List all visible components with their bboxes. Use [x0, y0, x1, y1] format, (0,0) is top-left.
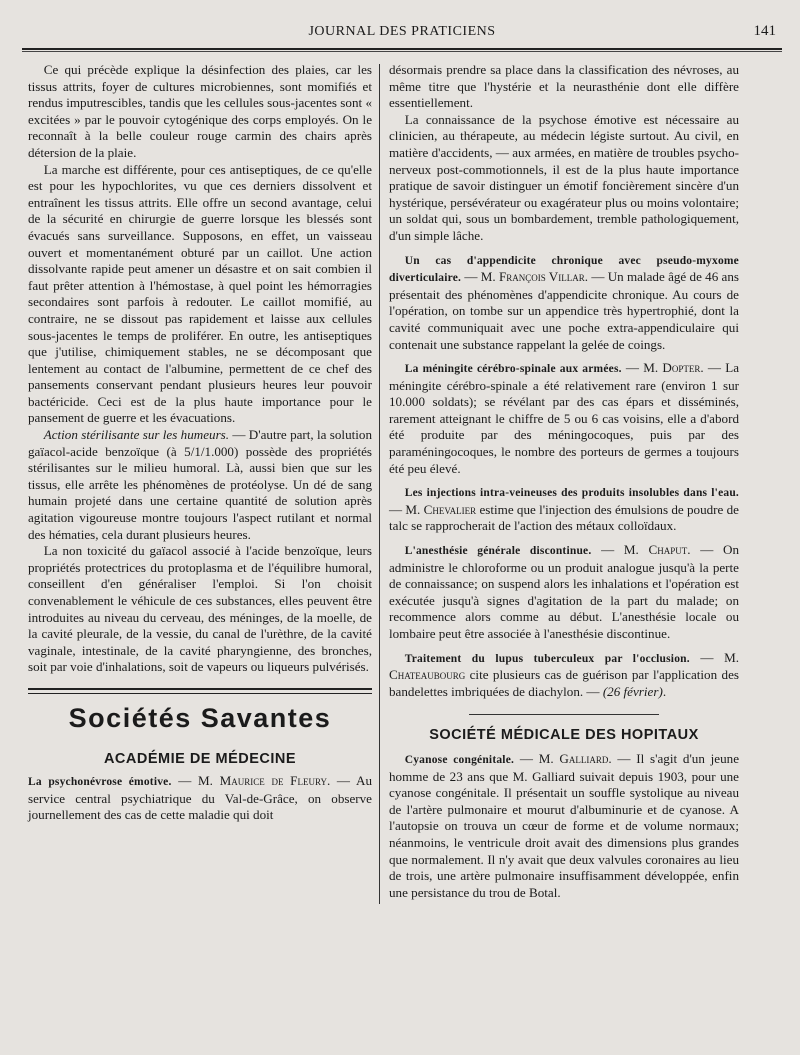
entry-text: — On administre le chloroforme ou un produit analogue jusqu'à la perte de connaissance; on suspend alors les inhalations et l'opération est exécutée jusqu'à signes d'agitation de la part du malade; on recommence alors comme au début. L'anesthésie locale ou lombaire peut être associée à l'anesthésie discontinue.: [389, 542, 740, 641]
paragraph-desinfection: Ce qui précède explique la désinfection des plaies, car les tissus attrits, foyer de cultures microbiennes, sont momifiés et rendus imputrescibles, tandis que les cellules sous-jacentes sont « excitées » par le pouvoir cytogénique des corps employés. On le reconnaît à la belle couleur rouge carmin des chairs après détersion de la plaie.: [28, 62, 372, 160]
entry-author: M. Chateaubourg: [389, 649, 740, 683]
paragraph-connaissance: La connaissance de la psychose émotive est nécessaire au clinicien, au thérapeute, au médecin légiste surtout. Au civil, en matière d'accidents, — aux armées, en matière de troubles psycho-nerveux post-commotionnels, il est de la plus haute importance pratique de savoir distinguer un émotif foncièrement sincère d'un hystérique, persévérateur ou exagérateur plus ou moins volontaire; un soldat qui, sous un bombardement, tremble pathologiquement, d'un simple lâche.: [389, 111, 739, 243]
paragraph-heading: Action stérilisante sur les humeurs.: [43, 427, 230, 443]
section-rule: [28, 688, 372, 694]
entry-title: La psychonévrose émotive.: [28, 776, 172, 789]
entry-text: estime que l'injection des émulsions de poudre de talc se rapprocherait de l'action des métaux colloïdaux.: [389, 501, 739, 534]
paragraph-text: — D'autre part, la solution gaïacol-acide benzoïque (à 5/1/1.000) possède des propriétés stérilisantes sur le milieu humoral. Là, aussi bien que sur les tissus, elle arrête les phénomènes de protéolyse. Un dé de sang humain projeté dans une certaine quantité de solution après agitation vigoureuse montre toujours l'aspect rutilant et normal des hématies, cela durant plusieurs heures.: [28, 427, 372, 542]
entry-injections: Les injections intra-veineuses des produits insolubles dans l'eau. — M. Chevalier estime que l'injection des émulsions de poudre de talc se rapprocherait de l'action des métaux colloïdaux.: [389, 487, 739, 534]
section-title: Sociétés Savantes: [68, 702, 332, 733]
entry-author: M. Maurice de Fleury.: [198, 773, 331, 789]
entry-psychonevrose: La psychonévrose émotive. — M. Maurice de Fleury. — Au service central psychiatrique du Val-de-Grâce, on observe journellement des cas de cette maladie qui doit: [28, 773, 372, 823]
entry-text: cite plusieurs cas de guérison par l'application des bandelettes imbriquées de diachylon. —: [389, 667, 739, 699]
entry-cyanose: Cyanose congénitale. — M. Galliard. — Il s'agit d'un jeune homme de 23 ans que M. Galliard suivait depuis 1903, pour une cyanose congénitale. Il présentait un souffle systolique au niveau de l'artère pulmonaire et mourut d'albuminurie et de cyanose. A l'autopsie on trouva un cœur de forme et de volume normaux; néanmoins, le ventricule droit avait des dimensions plus grandes que normalement. Il n'y avait que deux valvules coronaires au lieu de trois, une artère pulmonaire insuffisamment développée, enfin une persistance du trou de Botal.: [389, 750, 740, 900]
paragraph-non-toxicite: La non toxicité du gaïacol associé à l'acide benzoïque, leurs propriétés protectrices du protoplasma et de l'équilibre humoral, conseillent d'en généraliser l'emploi. Si l'on choisit convenablement le véhicule de ces substances, elles peuvent être introduites au niveau du cerveau, des méninges, de la moelle, de la cavité pleurale, de la vessie, du canal de l'urèthre, de la cavité vaginale, intestinale, de la cavité pharyngienne, des bronches, soit par voie d'inhalations, soit de vapeurs ou liqueurs pulvérisés.: [28, 543, 372, 675]
entry-text: — La méningite cérébro-spinale a été relativement rare (environ 1 sur 10.000 soldats); se révélant par des cas épars et disséminés, rarement atteignant le chiffre de 5 ou 6 cas voisins, elle a d'abord été produite par des méningocoques, puis par des paraméningocoques, le nombre des porteurs de germes a toujours été peu élevé.: [389, 360, 740, 476]
entry-anesthesie: L'anesthésie générale discontinue. — M. Chaput. — On administre le chloroforme ou un produit analogue jusqu'à la perte de connaissance; on suspend alors les inhalations et l'opération est exécutée jusqu'à signes d'agitation de la part du malade; on recommence alors comme au début. L'anesthésie locale ou lombaire peut être associée à l'anesthésie discontinue.: [389, 542, 740, 641]
page-header: [22, 20, 782, 44]
paragraph-marche: La marche est différente, pour ces antiseptiques, de ce qu'elle est pour les hypochlorites, vu que ces derniers dissolvent et entraînent les tissus attrits. Elle offre un second avantage, celui de la sécurité en chirurgie de guerre lorsque les blessés sont évacués sans surveillance. Supposons, en effet, un vaisseau ouvert et momentanément obturé par un caillot. Une action dissolvante rapide peut amener un désastre et on sait combien il faut prêter attention à l'hémostase, à quel point les hémorragies secondaires sont parfois à redouter. Le caillot momifié, au contraire, ne se dissout pas rapidement et laisse aux cellules sous-jacentes le temps de proliférer. En outre, les antiseptiques que j'utilise, chimiquement stables, ne se décomposant que lentement au contact de l'albumine, permettent de ce chef des pansements conservant pendant plusieurs heures leur pouvoir bactéricide. Ceci est de la plus haute importance pour le pansement de guerre et les évacuations.: [28, 161, 372, 426]
right-column: [389, 62, 739, 901]
entry-title: Cyanose congénitale.: [404, 753, 515, 766]
short-rule: [469, 714, 659, 715]
entry-appendicite: Un cas d'appendicite chronique avec pseudo-myxome diverticulaire. — M. François Villar. — Un malade âgé de 46 ans présentait des phénomènes d'appendicite chronique. Au cours de l'opération, on tombe sur un appendice très hypertrophié, dont la cavité communiquait avec une poche extra-appendiculaire qui contenait une substance rappelant la gelée de coings.: [389, 254, 739, 352]
column-divider: [379, 64, 380, 904]
paragraph-action-sterilisante: [28, 427, 372, 543]
paragraph-continuation: désormais prendre sa place dans la classification des névroses, au même titre que l'hystérie et la neurasthénie dont elle diffère essentiellement.: [389, 62, 739, 111]
header-rule: [22, 48, 782, 52]
entry-date: (26 février): [602, 683, 663, 699]
entry-title: Traitement du lupus tuberculeux par l'occlusion.: [404, 652, 690, 665]
society-heading: SOCIÉTÉ MÉDICALE DES HOPITAUX: [429, 727, 699, 744]
entry-meningite: La méningite cérébro-spinale aux armées. — M. Dopter. — La méningite cérébro-spinale a été relativement rare (environ 1 sur 10.000 soldats); se révélant par des cas épars et disséminés, rarement atteignant le chiffre de 5 ou 6 cas voisins, elle a d'abord été produite par des méningocoques, puis par des paraméningocoques, le nombre des porteurs de germes a toujours été peu élevé.: [389, 360, 740, 476]
entry-title: Les injections intra-veineuses des produits insolubles dans l'eau.: [404, 487, 739, 500]
entry-title: Un cas d'appendicite chronique avec pseudo-myxome diverticulaire.: [389, 254, 739, 285]
entry-text: Au service central psychiatrique du Val-de-Grâce, on observe journellement des cas de cette maladie qui doit: [28, 773, 372, 823]
entry-text: — Un malade âgé de 46 ans présentait des phénomènes d'appendicite chronique. Au cours de l'opération, on tombe sur un appendice très hypertrophié, dont la cavité communiquait avec une poche extra-appendiculaire qui contenait une substance rappelant la gelée de coings.: [389, 269, 739, 352]
journal-title: JOURNAL DES PRATICIENS: [308, 24, 496, 39]
entry-end: .: [662, 683, 667, 699]
entry-author: M. François Villar.: [480, 269, 589, 285]
entry-author: M. Dopter.: [643, 360, 704, 376]
entry-title: L'anesthésie générale discontinue.: [404, 545, 592, 558]
academy-heading: ACADÉMIE DE MÉDECINE: [103, 750, 297, 767]
entry-author: M. Chaput.: [623, 542, 691, 558]
entry-title: La méningite cérébro-spinale aux armées.: [404, 363, 622, 376]
entry-author: M. Chevalier: [405, 501, 477, 517]
entry-lupus: Traitement du lupus tuberculeux par l'occlusion. — M. Chateaubourg cite plusieurs cas de guérison par l'application des bandelettes imbriquées de diachylon. — (26 février).: [389, 649, 740, 699]
entry-text: — Il s'agit d'un jeune homme de 23 ans que M. Galliard suivait depuis 1903, pour une cyanose congénitale. Il présentait un souffle systolique au niveau de l'artère pulmonaire et mourut d'albuminurie et de cyanose. A l'autopsie on trouva un cœur de forme et de volume normaux; néanmoins, le ventricule droit avait des dimensions plus grandes que normalement. Il n'y avait que deux valvules coronaires au lieu de trois, une artère pulmonaire insuffisamment développée, enfin une persistance du trou de Botal.: [389, 750, 740, 900]
entry-author: M. Galliard.: [538, 750, 612, 766]
page-number: 141: [753, 23, 776, 39]
left-column: [28, 62, 372, 824]
